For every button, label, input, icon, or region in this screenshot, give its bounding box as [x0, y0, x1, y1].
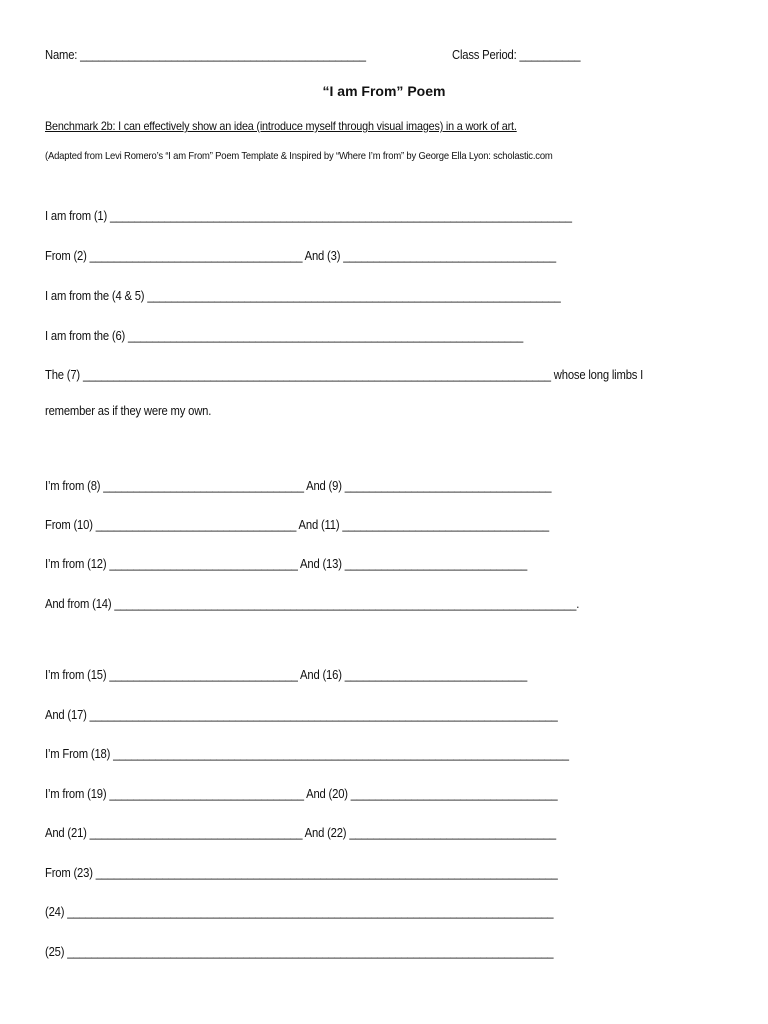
- name-field-line: Name: _______________________________________________: [45, 48, 366, 62]
- poem-line-17: (24) ________________________________________________________________________________: [45, 905, 554, 919]
- poem-line-12: And (17) _____________________________________________________________________________: [45, 708, 558, 722]
- poem-line-9: I’m from (12) _______________________________ And (13) ______________________________: [45, 557, 528, 571]
- poem-line-7: I’m from (8) _________________________________ And (9) __________________________________: [45, 479, 552, 493]
- poem-line-8: From (10) _________________________________ And (11) __________________________________: [45, 518, 549, 532]
- benchmark-statement: Benchmark 2b: I can effectively show an idea (introduce myself through visual images) in a work of art.: [45, 119, 517, 133]
- poem-line-16: From (23) ____________________________________________________________________________: [45, 866, 558, 880]
- adapted-note: (Adapted from Levi Romero’s “I am From” Poem Template & Inspired by “Where I’m from” by George Ella Lyon: scholastic.com: [45, 150, 553, 162]
- poem-line-5: The (7) _____________________________________________________________________________ whose long limbs I: [45, 368, 644, 382]
- poem-line-10: And from (14) ____________________________________________________________________________.: [45, 597, 580, 611]
- poem-line-18: (25) ________________________________________________________________________________: [45, 945, 554, 959]
- poem-line-6: remember as if they were my own.: [45, 404, 212, 418]
- poem-line-4: I am from the (6) _________________________________________________________________: [45, 329, 524, 343]
- page-title: “I am From” Poem: [322, 83, 446, 99]
- poem-line-1: I am from (1) ____________________________________________________________________________: [45, 209, 572, 223]
- poem-line-13: I’m From (18) ___________________________________________________________________________: [45, 747, 569, 761]
- poem-line-2: From (2) ___________________________________ And (3) ___________________________________: [45, 249, 556, 263]
- poem-line-3: I am from the (4 & 5) ____________________________________________________________________: [45, 289, 561, 303]
- class-period-line: Class Period: __________: [452, 48, 581, 62]
- poem-line-15: And (21) ___________________________________ And (22) __________________________________: [45, 826, 556, 840]
- poem-line-11: I’m from (15) _______________________________ And (16) ______________________________: [45, 668, 528, 682]
- poem-line-14: I’m from (19) ________________________________ And (20) __________________________________: [45, 787, 558, 801]
